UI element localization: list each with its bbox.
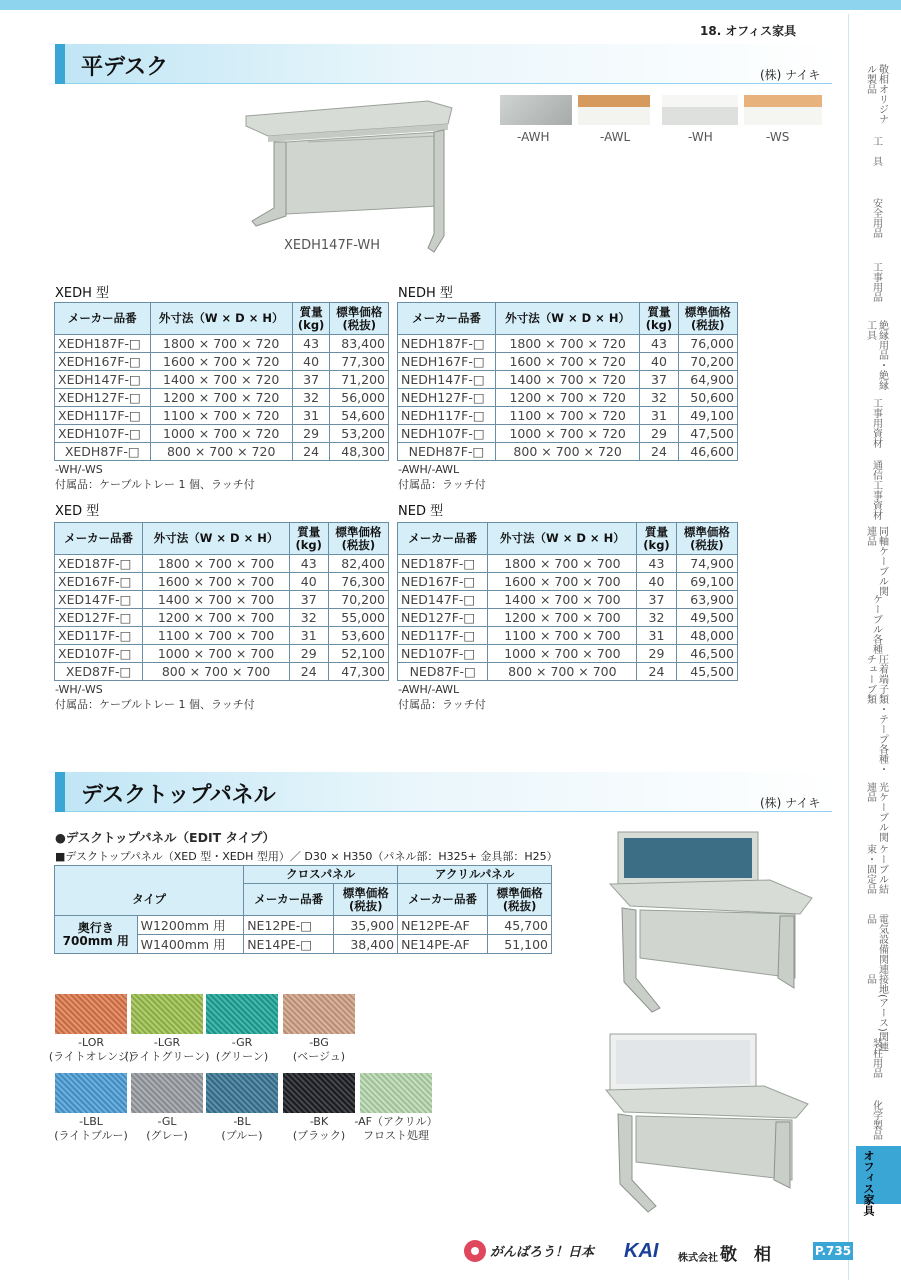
table-row	[55, 425, 389, 443]
table-row	[398, 645, 738, 663]
note-accessories: 付属品：ラッチ付	[398, 478, 486, 491]
table-cell: 43	[289, 555, 328, 573]
fabric-code: -BL	[233, 1115, 251, 1128]
table-cell: W1200mm 用	[137, 916, 244, 935]
table-cell: 1100 × 700 × 700	[143, 627, 290, 645]
table-cell: 77,300	[330, 353, 389, 371]
table-cell: 50,600	[678, 389, 737, 407]
table-header-price: 標準価格 (税抜)	[676, 523, 737, 555]
sidebar-item-chemical[interactable]: 化学製品	[870, 1100, 882, 1140]
table-cell: 74,900	[676, 555, 737, 573]
section-tab	[55, 772, 65, 812]
table-header-price: 標準価格 (税抜)	[328, 523, 388, 555]
cherry-blossom-icon	[462, 1238, 488, 1264]
table-cell: NED167F-□	[398, 573, 488, 591]
table-cell: 54,600	[330, 407, 389, 425]
note-accessories: 付属品：ケーブルトレー 1 個、ラッチ付	[55, 478, 255, 491]
chapter-title: 18. オフィス家具	[700, 24, 797, 38]
table-cell: 76,000	[678, 335, 737, 353]
table-cell: 1400 × 700 × 720	[495, 371, 639, 389]
table-header-mass: 質量 (kg)	[637, 523, 676, 555]
table-cell: 48,300	[330, 443, 389, 461]
table-cell: 40	[292, 353, 330, 371]
fabric-name: (ベージュ)	[292, 1050, 346, 1063]
fabric-name: (ライトブルー)	[54, 1129, 128, 1142]
panel-subtitle: ●デスクトップパネル（EDIT タイプ）	[55, 830, 275, 845]
table-cell: 35,900	[334, 916, 398, 935]
table-cell: XEDH107F-□	[55, 425, 151, 443]
table-cell: 1200 × 700 × 700	[143, 609, 290, 627]
table-cell: 71,200	[330, 371, 389, 389]
table-cell: 1800 × 700 × 720	[150, 335, 292, 353]
table-header-type: タイプ	[55, 884, 244, 916]
finish-swatch-wh	[662, 95, 738, 125]
finish-code-awh: -AWH	[517, 130, 550, 144]
table-cell: 1800 × 700 × 700	[488, 555, 637, 573]
table-row	[55, 371, 389, 389]
table-cell: 47,500	[678, 425, 737, 443]
table-cell: NEDH117F-□	[398, 407, 496, 425]
fabric-code: -LOR	[77, 1036, 104, 1049]
table-header-acrylic: アクリルパネル	[398, 866, 552, 884]
fabric-swatch	[283, 994, 355, 1034]
panel-table	[54, 865, 552, 954]
table-row	[55, 555, 389, 573]
table-label-xedh: XEDH 型	[55, 286, 110, 301]
table-header-mass: 質量 (kg)	[292, 303, 330, 335]
fabric-code: -LGR	[153, 1036, 181, 1049]
table-cell: XED107F-□	[55, 645, 143, 663]
fabric-swatch	[283, 1073, 355, 1113]
fabric-name: (ライトオレンジ)	[48, 1050, 134, 1063]
table-cell: 64,900	[678, 371, 737, 389]
table-header-price: 標準価格 (税抜)	[678, 303, 737, 335]
spec-table-xedh	[54, 302, 389, 461]
table-cell: 70,200	[678, 353, 737, 371]
fabric-name: (ブルー)	[221, 1129, 263, 1142]
table-cell: 29	[640, 425, 678, 443]
page-number: P.735	[814, 1244, 852, 1258]
table-cell: 800 × 700 × 720	[495, 443, 639, 461]
table-row	[398, 353, 738, 371]
fabric-name: (ライトグリーン)	[124, 1050, 210, 1063]
table-row-header-depth: 奥行き 700mm 用	[55, 916, 138, 954]
table-row	[55, 353, 389, 371]
fabric-code: -GR	[231, 1036, 253, 1049]
table-cell: NEDH127F-□	[398, 389, 496, 407]
table-row	[398, 335, 738, 353]
table-cell: XED127F-□	[55, 609, 143, 627]
table-cell: 32	[289, 609, 328, 627]
table-cell: 1200 × 700 × 720	[495, 389, 639, 407]
table-row	[398, 371, 738, 389]
fabric-name: (ブラック)	[292, 1129, 346, 1142]
table-cell: XEDH87F-□	[55, 443, 151, 461]
desk-image	[238, 96, 458, 256]
table-cell: NEDH147F-□	[398, 371, 496, 389]
table-row	[398, 389, 738, 407]
top-accent-bar	[0, 0, 901, 10]
table-cell: W1400mm 用	[137, 935, 244, 954]
table-cell: NEDH107F-□	[398, 425, 496, 443]
table-cell: 56,000	[330, 389, 389, 407]
table-cell: 49,500	[676, 609, 737, 627]
table-header-part: メーカー品番	[55, 303, 151, 335]
table-row	[398, 407, 738, 425]
table-cell: 800 × 700 × 720	[150, 443, 292, 461]
table-cell: NED147F-□	[398, 591, 488, 609]
table-cell: XED147F-□	[55, 591, 143, 609]
note-accessories: 付属品：ラッチ付	[398, 698, 486, 711]
company-name: 敬 相	[720, 1245, 771, 1265]
table-header-part: メーカー品番	[398, 884, 488, 916]
table-cell: 46,600	[678, 443, 737, 461]
table-cell: 45,700	[488, 916, 552, 935]
table-row	[398, 591, 738, 609]
table-row	[398, 425, 738, 443]
table-header-row	[55, 303, 389, 335]
table-cell: 52,100	[328, 645, 388, 663]
table-cell: NE14PE-AF	[398, 935, 488, 954]
table-cell: 29	[292, 425, 330, 443]
table-cell: 45,500	[676, 663, 737, 681]
note-colors: -WH/-WS	[55, 683, 103, 696]
table-cell: 1800 × 700 × 720	[495, 335, 639, 353]
table-cell: NE12PE-□	[244, 916, 334, 935]
table-header-dim: 外寸法（W × D × H）	[495, 303, 639, 335]
sidebar-item-telecom[interactable]: 通信工事資材	[870, 460, 882, 520]
table-cell: 1100 × 700 × 720	[150, 407, 292, 425]
table-cell: 37	[640, 371, 678, 389]
table-cell: 40	[640, 353, 678, 371]
fabric-swatch	[206, 994, 278, 1034]
table-row	[55, 443, 389, 461]
table-cell: NED107F-□	[398, 645, 488, 663]
table-cell: XED167F-□	[55, 573, 143, 591]
table-row	[55, 335, 389, 353]
table-cell: 800 × 700 × 700	[488, 663, 637, 681]
note-colors: -WH/-WS	[55, 463, 103, 476]
table-header-mass: 質量 (kg)	[640, 303, 678, 335]
fabric-code: -LBL	[79, 1115, 103, 1128]
fabric-swatch	[206, 1073, 278, 1113]
table-cell: 55,000	[328, 609, 388, 627]
fabric-code: -AF（アクリル）	[354, 1115, 438, 1128]
table-cell: NE12PE-AF	[398, 916, 488, 935]
table-row	[398, 627, 738, 645]
maker-label: (株) ナイキ	[760, 796, 821, 810]
spec-table-nedh	[397, 302, 738, 461]
note-colors: -AWH/-AWL	[398, 463, 460, 476]
fabric-code: -GL	[157, 1115, 177, 1128]
fabric-code: -BG	[309, 1036, 329, 1049]
finish-code-wh: -WH	[688, 130, 713, 144]
table-cell: 43	[640, 335, 678, 353]
table-cell: 53,600	[328, 627, 388, 645]
table-cell: NED187F-□	[398, 555, 488, 573]
panel-desk-cross-image	[600, 828, 820, 1018]
section-header-desktop-panel	[55, 772, 832, 812]
section-title: 平デスク	[81, 55, 169, 80]
table-cell: 1600 × 700 × 720	[495, 353, 639, 371]
table-cell: 69,100	[676, 573, 737, 591]
finish-swatch-awl	[578, 95, 650, 125]
table-cell: 82,400	[328, 555, 388, 573]
table-header-part: メーカー品番	[398, 523, 488, 555]
fabric-swatch	[131, 994, 203, 1034]
table-cell: XEDH167F-□	[55, 353, 151, 371]
finish-swatch-awh	[500, 95, 572, 125]
table-header-price: 標準価格 (税抜)	[488, 884, 552, 916]
sidebar-item-office-furniture[interactable]: オフィス家具	[862, 1150, 875, 1216]
table-cell: NED127F-□	[398, 609, 488, 627]
table-row	[398, 573, 738, 591]
panel-desk-acrylic-image	[600, 1030, 820, 1220]
table-cell: NED117F-□	[398, 627, 488, 645]
table-cell: 40	[637, 573, 676, 591]
table-header-price: 標準価格 (税抜)	[330, 303, 389, 335]
table-row	[398, 555, 738, 573]
table-row	[55, 627, 389, 645]
table-row	[398, 663, 738, 681]
table-cell: 37	[292, 371, 330, 389]
table-cell: XED187F-□	[55, 555, 143, 573]
table-cell: 1600 × 700 × 700	[488, 573, 637, 591]
maker-label: (株) ナイキ	[760, 68, 821, 82]
sidebar-item-construction[interactable]: 工事用品	[870, 262, 882, 302]
table-cell: 51,100	[488, 935, 552, 954]
table-cell: 24	[289, 663, 328, 681]
table-header-cross: クロスパネル	[244, 866, 398, 884]
table-cell: NE14PE-□	[244, 935, 334, 954]
sidebar-item-terminals[interactable]: 圧着端子類・テープ各種・チューブ類	[864, 654, 888, 774]
table-row	[398, 443, 738, 461]
table-cell: 24	[292, 443, 330, 461]
footer-slogan	[462, 1236, 602, 1266]
table-cell: 1200 × 700 × 720	[150, 389, 292, 407]
table-cell: 1000 × 700 × 720	[495, 425, 639, 443]
table-label-xed: XED 型	[55, 504, 100, 519]
table-cell: XEDH127F-□	[55, 389, 151, 407]
fabric-swatch	[55, 1073, 127, 1113]
table-row	[55, 407, 389, 425]
table-cell: 43	[637, 555, 676, 573]
table-cell: 24	[640, 443, 678, 461]
table-cell: 24	[637, 663, 676, 681]
table-header-part: メーカー品番	[244, 884, 334, 916]
table-cell: 76,300	[328, 573, 388, 591]
table-cell: 40	[289, 573, 328, 591]
table-header-dim: 外寸法（W × D × H）	[143, 523, 290, 555]
fabric-name: (グリーン)	[215, 1050, 269, 1063]
table-cell: 43	[292, 335, 330, 353]
sidebar-item-electrical[interactable]: 電気設備関連品	[864, 914, 888, 974]
section-header-flat-desk	[55, 44, 832, 84]
table-cell: 31	[640, 407, 678, 425]
spec-table-ned	[397, 522, 738, 681]
desk-caption: XEDH147F-WH	[284, 238, 380, 253]
sidebar-item-insulation[interactable]: 絶縁用品・絶縁工具	[864, 320, 888, 390]
table-cell: 1100 × 700 × 700	[488, 627, 637, 645]
table-cell: 32	[640, 389, 678, 407]
sidebar-item-original[interactable]: 敬相オリジナル製品	[864, 64, 888, 124]
sidebar-item-coax[interactable]: 同軸ケーブル関連品	[864, 526, 888, 596]
table-row	[55, 389, 389, 407]
sidebar-item-ground[interactable]: 接地(アース)関連品	[864, 974, 888, 1052]
table-cell: XEDH117F-□	[55, 407, 151, 425]
sidebar-item-binding[interactable]: ケーブル結束・固定品	[864, 844, 888, 894]
table-header-price: 標準価格 (税抜)	[334, 884, 398, 916]
table-cell: XED117F-□	[55, 627, 143, 645]
slogan-text: がんばろう！日本	[490, 1245, 595, 1260]
table-cell: NEDH87F-□	[398, 443, 496, 461]
table-cell: XED87F-□	[55, 663, 143, 681]
spec-table-xed	[54, 522, 389, 681]
table-cell: 1200 × 700 × 700	[488, 609, 637, 627]
table-cell: 83,400	[330, 335, 389, 353]
finish-code-awl: -AWL	[600, 130, 631, 144]
table-label-nedh: NEDH 型	[398, 286, 453, 301]
table-cell: 48,000	[676, 627, 737, 645]
table-cell: 46,500	[676, 645, 737, 663]
table-row	[55, 645, 389, 663]
table-cell: 1600 × 700 × 700	[143, 573, 290, 591]
table-header-empty	[55, 866, 244, 884]
table-cell: NEDH167F-□	[398, 353, 496, 371]
table-header-dim: 外寸法（W × D × H）	[150, 303, 292, 335]
table-cell: 53,200	[330, 425, 389, 443]
table-cell: 1400 × 700 × 720	[150, 371, 292, 389]
table-row	[55, 609, 389, 627]
sidebar-index	[848, 14, 901, 1280]
table-cell: 32	[292, 389, 330, 407]
table-row	[398, 609, 738, 627]
company-prefix: 株式会社	[678, 1253, 718, 1264]
fabric-swatch	[55, 994, 127, 1034]
table-cell: 1800 × 700 × 700	[143, 555, 290, 573]
table-cell: 1100 × 700 × 720	[495, 407, 639, 425]
sidebar-item-materials[interactable]: 工事用資材	[870, 398, 882, 448]
table-cell: 29	[637, 645, 676, 663]
section-tab	[55, 44, 65, 84]
sidebar-item-safety[interactable]: 安全用品	[870, 198, 882, 238]
section-title: デスクトップパネル	[81, 783, 276, 808]
table-cell: 1000 × 700 × 700	[488, 645, 637, 663]
table-cell: 31	[637, 627, 676, 645]
table-cell: 1000 × 700 × 700	[143, 645, 290, 663]
table-header-dim: 外寸法（W × D × H）	[488, 523, 637, 555]
sidebar-item-cables[interactable]: ケーブル各種	[870, 594, 882, 654]
fabric-swatch	[360, 1073, 432, 1113]
table-cell: XEDH147F-□	[55, 371, 151, 389]
note-accessories: 付属品：ケーブルトレー 1 個、ラッチ付	[55, 698, 255, 711]
note-colors: -AWH/-AWL	[398, 683, 460, 696]
table-cell: 800 × 700 × 700	[143, 663, 290, 681]
table-row	[55, 573, 389, 591]
table-header-part: メーカー品番	[55, 523, 143, 555]
table-cell: NEDH187F-□	[398, 335, 496, 353]
fabric-code: -BK	[309, 1115, 329, 1128]
table-cell: XEDH187F-□	[55, 335, 151, 353]
table-cell: 38,400	[334, 935, 398, 954]
table-header-row	[398, 523, 738, 555]
table-cell: 1400 × 700 × 700	[488, 591, 637, 609]
table-cell: 47,300	[328, 663, 388, 681]
table-cell: 31	[289, 627, 328, 645]
finish-code-ws: -WS	[766, 130, 790, 144]
sidebar-item-tools[interactable]: 工 具	[870, 136, 882, 166]
table-header-row	[55, 523, 389, 555]
table-cell: 32	[637, 609, 676, 627]
table-cell: 31	[292, 407, 330, 425]
table-header-part: メーカー品番	[398, 303, 496, 335]
kai-logo: KAI	[624, 1240, 659, 1262]
fabric-name: (グレー)	[146, 1129, 188, 1142]
table-header-mass: 質量 (kg)	[289, 523, 328, 555]
table-cell: 1400 × 700 × 700	[143, 591, 290, 609]
table-cell: NED87F-□	[398, 663, 488, 681]
table-header-row	[398, 303, 738, 335]
table-cell: 29	[289, 645, 328, 663]
fabric-name: フロスト処理	[363, 1129, 429, 1142]
table-cell: 63,900	[676, 591, 737, 609]
table-cell: 1600 × 700 × 720	[150, 353, 292, 371]
table-cell: 49,100	[678, 407, 737, 425]
sidebar-item-optical[interactable]: 光ケーブル関連品	[864, 782, 888, 842]
table-cell: 70,200	[328, 591, 388, 609]
sidebar-item-pole[interactable]: 装柱用品	[870, 1038, 882, 1078]
table-cell: 1000 × 700 × 720	[150, 425, 292, 443]
table-label-ned: NED 型	[398, 504, 444, 519]
table-cell: 37	[637, 591, 676, 609]
finish-swatch-ws	[744, 95, 822, 125]
table-row	[55, 591, 389, 609]
table-row	[55, 663, 389, 681]
panel-spec: ■デスクトップパネル（XED 型・XEDH 型用）／ D30 × H350（パネル部：H325+ 金具部：H25）	[55, 850, 558, 863]
fabric-swatch	[131, 1073, 203, 1113]
table-cell: 37	[289, 591, 328, 609]
